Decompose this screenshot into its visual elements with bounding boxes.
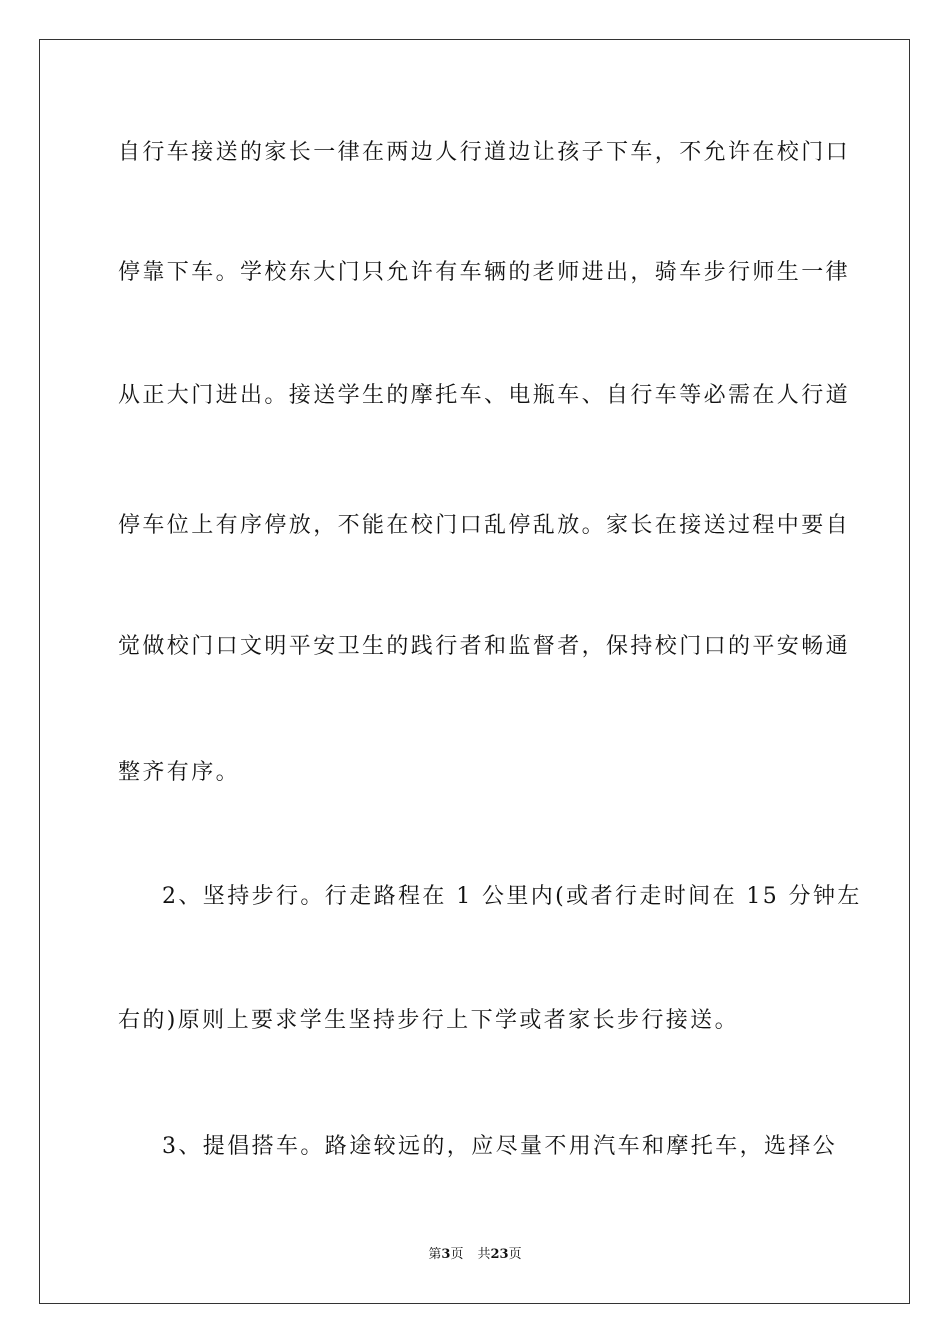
page-frame	[39, 39, 910, 1304]
paragraph-line-8: 右的)原则上要求学生坚持步行上下学或者家长步行接送。	[118, 1008, 739, 1033]
paragraph-line-5: 觉做校门口文明平安卫生的践行者和监督者，保持校门口的平安畅通	[118, 634, 851, 659]
paragraph-line-2: 停靠下车。学校东大门只允许有车辆的老师进出，骑车步行师生一律	[118, 260, 851, 285]
paragraph-line-7: 2、坚持步行。行走路程在 1 公里内(或者行走时间在 15 分钟左	[162, 884, 862, 909]
page-label-prefix: 第	[428, 1247, 442, 1262]
paragraph-line-6: 整齐有序。	[118, 760, 241, 785]
total-label-suffix: 页	[508, 1247, 522, 1262]
paragraph-line-4: 停车位上有序停放，不能在校门口乱停乱放。家长在接送过程中要自	[118, 513, 851, 538]
paragraph-line-1: 自行车接送的家长一律在两边人行道边让孩子下车，不允许在校门口	[118, 140, 851, 165]
total-label-prefix: 共	[477, 1247, 491, 1262]
total-pages: 23	[490, 1247, 509, 1262]
page-footer	[0, 1246, 950, 1264]
page-number: 3	[441, 1247, 451, 1262]
paragraph-line-3: 从正大门进出。接送学生的摩托车、电瓶车、自行车等必需在人行道	[118, 383, 851, 408]
page-label-suffix: 页	[450, 1247, 464, 1262]
paragraph-line-9: 3、提倡搭车。路途较远的，应尽量不用汽车和摩托车，选择公	[162, 1134, 838, 1159]
